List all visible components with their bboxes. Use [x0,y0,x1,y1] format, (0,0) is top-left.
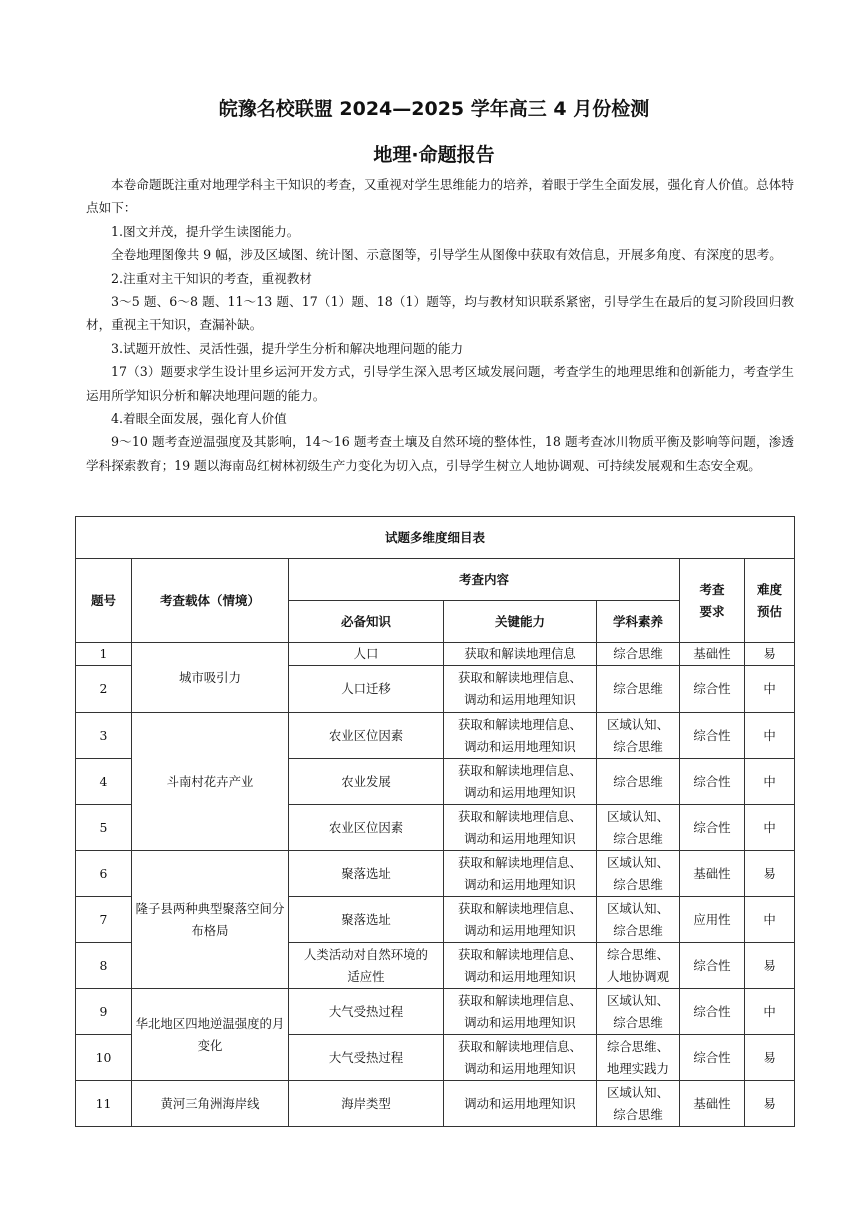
cell-ability [444,989,597,1035]
cell-text: 调动和运用地理知识 [464,876,576,892]
cell-text: 综合性 [693,727,731,743]
cell-text: 1 [99,646,108,661]
cell-num [76,943,132,989]
cell-num [76,666,132,713]
cell-knowledge [289,897,444,943]
cell-text: 地理实践力 [607,1060,669,1076]
cell-requirement [680,897,745,943]
cell-text: 综合思维、 [607,1038,669,1054]
report-paragraph: 3.试题开放性、灵活性强，提升学生分析和解决地理问题的能力 [111,340,464,356]
cell-knowledge [289,666,444,713]
cell-literacy [597,1035,680,1081]
report-paragraph: 3～5 题、6～8 题、11～13 题、17（1）题、18（1）题等，均与教材知识联系紧密，引导学生在最后的复习阶段回归教材，重视主干知识，查漏补缺。 [86,294,794,333]
cell-literacy [597,851,680,897]
cell-text: 易 [763,865,776,881]
cell-knowledge [289,759,444,805]
cell-text: 区域认知、 [607,716,669,732]
cell-text: 农业发展 [341,773,391,789]
table-row [76,851,795,897]
cell-literacy [597,643,680,666]
document-subtitle: 地理·命题报告 [373,144,495,166]
cell-num [76,851,132,897]
cell-text: 农业区位因素 [328,727,404,743]
cell-text: 5 [99,819,108,835]
cell-literacy [597,713,680,759]
cell-ability [444,805,597,851]
cell-text: 调动和运用地理知识 [464,738,576,754]
cell-text: 农业区位因素 [328,819,404,835]
report-paragraph: 1.图文并茂，提升学生读图能力。 [111,223,300,239]
cell-literacy [597,666,680,713]
cell-num [76,713,132,759]
header-ability: 关键能力 [444,601,597,643]
header-requirement-line: 考查 [699,581,725,597]
cell-text: 中 [763,1003,776,1019]
cell-text: 易 [763,1095,776,1111]
cell-text: 调动和运用地理知识 [464,1060,576,1076]
cell-text: 2 [99,681,108,696]
cell-requirement [680,1081,745,1127]
report-paragraph: 全卷地理图像共 9 幅，涉及区域图、统计图、示意图等，引导学生从图像中获取有效信息，开展多角度、有深度的思考。 [111,247,782,263]
cell-text: 聚落选址 [341,865,391,881]
table-row [76,643,795,666]
cell-text: 综合性 [693,1003,731,1019]
cell-ability [444,1081,597,1127]
cell-knowledge [289,989,444,1035]
cell-difficulty [745,1035,795,1081]
cell-text: 综合性 [693,819,731,835]
cell-text: 区域认知、 [607,854,669,870]
cell-text: 中 [763,911,776,927]
cell-text: 中 [763,727,776,743]
cell-text: 综合性 [693,681,731,696]
cell-text: 聚落选址 [341,911,391,927]
cell-text: 11 [95,1095,112,1111]
cell-carrier [132,1081,289,1127]
table-body [76,643,795,1127]
cell-num [76,759,132,805]
cell-text: 4 [99,773,108,789]
cell-num [76,989,132,1035]
cell-text: 获取和解读地理信息、 [458,808,582,824]
cell-num [76,1081,132,1127]
report-paragraph: 9～10 题考查逆温强度及其影响，14～16 题考查土壤及自然环境的整体性，18 题考查冰川物质平衡及影响等问题，渗透学科探索教育；19 题以海南岛红树林初级生产力变化为切入点，引导学生树立人地协调观、可持续发展观和生态安全观。 [86,434,794,473]
cell-requirement [680,943,745,989]
cell-text: 基础性 [693,865,731,881]
cell-requirement [680,1035,745,1081]
header-difficulty-line: 难度 [757,581,783,597]
cell-literacy [597,805,680,851]
cell-text: 易 [763,957,776,973]
cell-carrier [132,851,289,989]
cell-text: 综合性 [693,773,731,789]
cell-num [76,897,132,943]
cell-knowledge [289,943,444,989]
cell-text: 华北地区四地逆温强度的月变化 [135,1015,285,1053]
cell-text: 基础性 [693,646,731,661]
cell-carrier [132,989,289,1081]
cell-ability [444,1035,597,1081]
cell-text: 获取和解读地理信息、 [458,900,582,916]
cell-text: 综合思维 [613,830,663,846]
cell-text: 综合思维 [613,876,663,892]
document-title: 皖豫名校联盟 2024—2025 学年高三 4 月份检测 [218,98,650,120]
cell-text: 易 [763,646,776,661]
cell-literacy [597,989,680,1035]
cell-text: 区域认知、 [607,808,669,824]
table-caption: 试题多维度细目表 [76,517,795,559]
cell-num [76,805,132,851]
cell-text: 3 [99,727,108,743]
cell-text: 调动和运用地理知识 [464,830,576,846]
cell-text: 应用性 [693,911,731,927]
cell-knowledge [289,643,444,666]
cell-text: 人口迁移 [341,681,391,696]
table-row [76,713,795,759]
cell-text: 中 [763,681,776,696]
cell-text: 调动和运用地理知识 [464,692,576,707]
cell-difficulty [745,759,795,805]
cell-carrier [132,713,289,851]
cell-ability [444,666,597,713]
cell-text: 人类活动对自然环境的 [304,946,428,962]
cell-knowledge [289,1081,444,1127]
cell-text: 获取和解读地理信息、 [458,946,582,962]
cell-text: 人地协调观 [607,968,669,984]
detail-table [75,516,795,1127]
cell-text: 综合思维 [613,1106,663,1122]
cell-difficulty [745,897,795,943]
cell-text: 区域认知、 [607,992,669,1008]
cell-knowledge [289,1035,444,1081]
cell-num [76,1035,132,1081]
cell-text: 调动和运用地理知识 [464,922,576,938]
cell-ability [444,897,597,943]
cell-text: 斗南村花卉产业 [166,773,254,789]
cell-text: 区域认知、 [607,1084,669,1100]
cell-text: 6 [99,865,108,881]
table-row [76,989,795,1035]
cell-text: 8 [99,957,108,973]
cell-text: 隆子县两种典型聚落空间分布格局 [135,900,285,938]
cell-text: 综合思维 [613,646,663,661]
cell-requirement [680,759,745,805]
header-content: 考查内容 [289,559,680,601]
cell-difficulty [745,989,795,1035]
cell-requirement [680,713,745,759]
report-paragraph: 本卷命题既注重对地理学科主干知识的考查，又重视对学生思维能力的培养，着眼于学生全面发展，强化育人价值。总体特点如下： [86,177,794,216]
cell-text: 综合思维 [613,681,663,696]
cell-carrier [132,643,289,713]
cell-requirement [680,851,745,897]
report-body [86,173,794,477]
cell-text: 调动和运用地理知识 [464,1095,576,1111]
cell-requirement [680,989,745,1035]
cell-literacy [597,759,680,805]
cell-text: 综合思维 [613,1014,663,1030]
cell-text: 7 [99,911,108,927]
cell-literacy [597,1081,680,1127]
cell-text: 调动和运用地理知识 [464,784,576,800]
cell-text: 区域认知、 [607,900,669,916]
cell-difficulty [745,943,795,989]
cell-difficulty [745,851,795,897]
cell-knowledge [289,805,444,851]
cell-text: 适应性 [347,968,385,984]
cell-text: 综合性 [693,1049,731,1065]
cell-ability [444,643,597,666]
header-knowledge: 必备知识 [289,601,444,643]
cell-text: 中 [763,773,776,789]
cell-text: 获取和解读地理信息 [464,646,576,661]
cell-text: 9 [99,1003,108,1019]
cell-text: 获取和解读地理信息、 [458,716,582,732]
cell-literacy [597,897,680,943]
cell-requirement [680,666,745,713]
cell-text: 综合思维 [613,922,663,938]
cell-text: 综合性 [693,957,731,973]
cell-literacy [597,943,680,989]
cell-text: 获取和解读地理信息、 [458,1038,582,1054]
header-difficulty-line: 预估 [757,603,783,619]
cell-text: 海岸类型 [341,1095,391,1111]
cell-ability [444,713,597,759]
report-paragraph: 17（3）题要求学生设计里乡运河开发方式，引导学生深入思考区域发展问题，考查学生的地理思维和创新能力，考查学生运用所学知识分析和解决地理问题的能力。 [86,364,794,403]
cell-text: 获取和解读地理信息、 [458,670,582,685]
cell-text: 综合思维 [613,773,663,789]
cell-text: 大气受热过程 [328,1003,404,1019]
cell-difficulty [745,713,795,759]
cell-text: 10 [95,1049,112,1065]
cell-text: 调动和运用地理知识 [464,1014,576,1030]
cell-text: 黄河三角洲海岸线 [160,1095,260,1111]
cell-text: 城市吸引力 [179,669,241,685]
cell-requirement [680,805,745,851]
cell-text: 综合思维 [613,738,663,754]
header-requirement [680,559,745,643]
header-difficulty [745,559,795,643]
header-num: 题号 [76,559,132,643]
cell-text: 人口 [353,646,379,661]
cell-text: 调动和运用地理知识 [464,968,576,984]
cell-ability [444,759,597,805]
cell-text: 获取和解读地理信息、 [458,762,582,778]
header-literacy: 学科素养 [597,601,680,643]
cell-ability [444,943,597,989]
cell-difficulty [745,666,795,713]
cell-text: 综合思维、 [607,946,669,962]
cell-knowledge [289,851,444,897]
cell-requirement [680,643,745,666]
cell-text: 易 [763,1049,776,1065]
cell-difficulty [745,1081,795,1127]
cell-text: 获取和解读地理信息、 [458,854,582,870]
report-paragraph: 4.着眼全面发展，强化育人价值 [111,411,287,427]
header-carrier: 考查载体（情境） [132,559,289,643]
cell-text: 大气受热过程 [328,1049,404,1065]
cell-knowledge [289,713,444,759]
cell-text: 获取和解读地理信息、 [458,992,582,1008]
cell-difficulty [745,805,795,851]
table-row [76,1081,795,1127]
cell-difficulty [745,643,795,666]
header-requirement-line: 要求 [699,603,725,619]
report-paragraph: 2.注重对主干知识的考查，重视教材 [111,270,312,286]
cell-text: 中 [763,819,776,835]
cell-num [76,643,132,666]
cell-text: 基础性 [693,1095,731,1111]
cell-ability [444,851,597,897]
